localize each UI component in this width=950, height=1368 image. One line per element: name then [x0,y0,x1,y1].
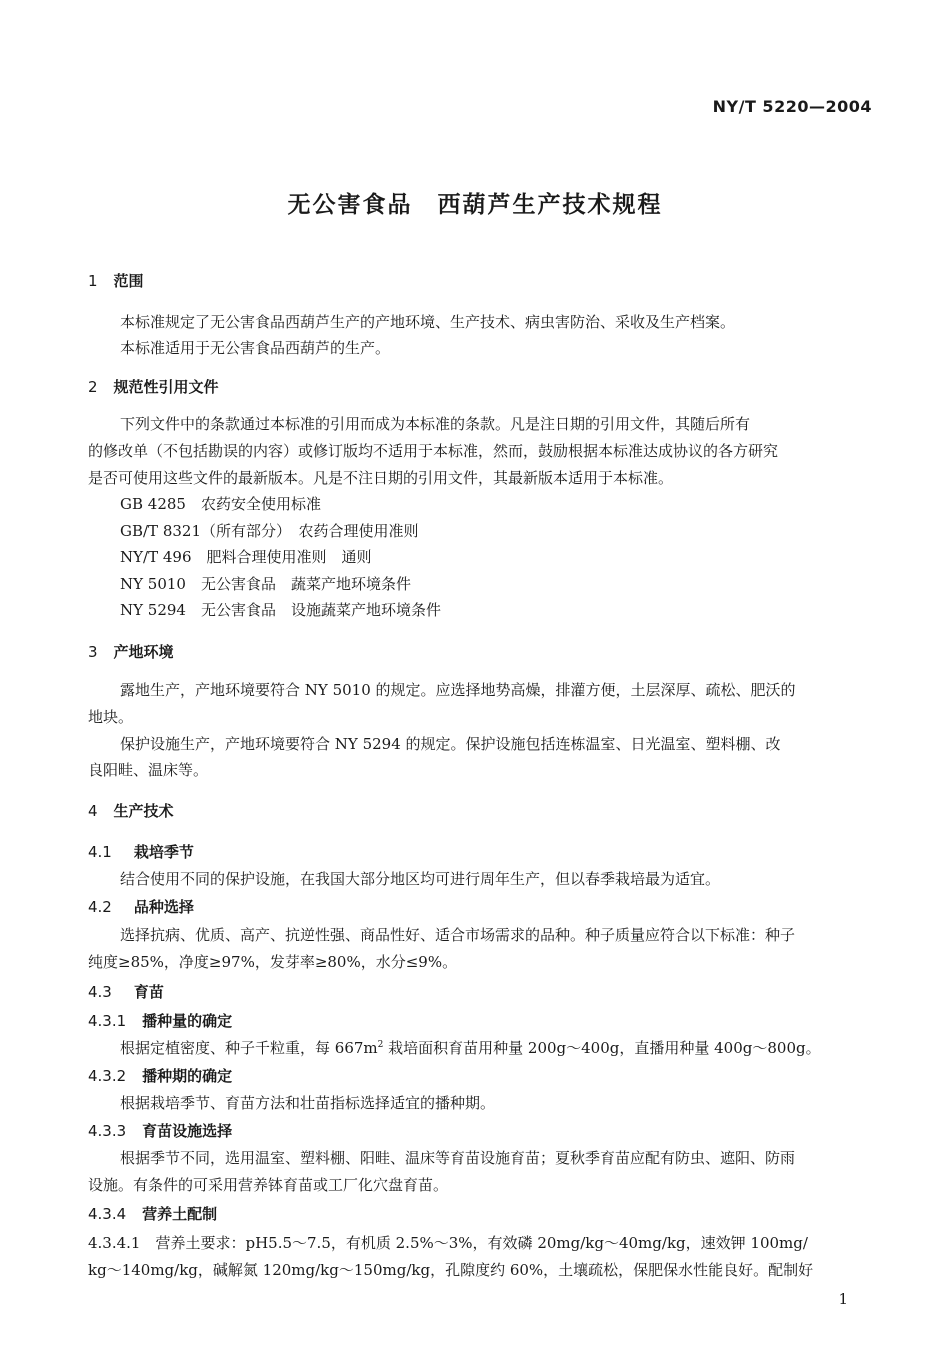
section-title: 营养土配制 [142,1205,218,1223]
section-heading-2 [88,376,219,397]
section-title: 栽培季节 [133,843,194,861]
section-title: 范围 [113,272,144,290]
paragraph: 结合使用不同的保护设施，在我国大部分地区均可进行周年生产，但以春季栽培最为适宜。 [120,870,721,888]
subsection-heading-4-3-1 [88,1010,232,1031]
section-heading-3 [88,641,174,662]
text-run: 栽培面积育苗用种量 200g～400g，直播用种量 400g～800g。 [383,1039,821,1057]
section-heading-4 [88,800,174,821]
reference-item: NY 5294 无公害食品 设施蔬菜产地环境条件 [120,601,441,619]
section-title: 产地环境 [113,643,174,661]
paragraph-line: 纯度≥85%，净度≥97%，发芽率≥80%，水分≤9%。 [88,953,458,971]
section-number: 4.1 [88,843,112,861]
paragraph-line: 是否可使用这些文件的最新版本。凡是不注日期的引用文件，其最新版本适用于本标准。 [88,469,674,487]
section-title: 品种选择 [133,898,194,916]
subsection-heading-4-3-2 [88,1065,232,1086]
section-number: 4.3.1 [88,1012,127,1030]
paragraph-line: 露地生产，产地环境要符合 NY 5010 的规定。应选择地势高燥，排灌方便，土层深厚、疏松、肥沃的 [120,681,796,699]
section-title: 播种量的确定 [142,1012,233,1030]
section-number: 4.3.3 [88,1122,127,1140]
section-number: 4.2 [88,898,112,916]
paragraph-line: 设施。有条件的可采用营养钵育苗或工厂化穴盘育苗。 [88,1176,449,1194]
section-number: 4 [88,802,98,820]
paragraph: 本标准适用于无公害食品西葫芦的生产。 [120,339,391,357]
section-title: 育苗 [133,983,164,1001]
paragraph-line: 下列文件中的条款通过本标准的引用而成为本标准的条款。凡是注日期的引用文件，其随后所有 [120,415,751,433]
subsection-heading-4-3-3 [88,1120,232,1141]
document-title: 无公害食品 西葫芦生产技术规程 [287,192,663,218]
reference-item: NY/T 496 肥料合理使用准则 通则 [120,548,372,566]
subsection-heading-4-3 [88,981,164,1002]
paragraph-line: 保护设施生产，产地环境要符合 NY 5294 的规定。保护设施包括连栋温室、日光温室、塑料棚、改 [120,735,781,753]
paragraph: 根据栽培季节、育苗方法和壮苗指标选择适宜的播种期。 [120,1094,496,1112]
paragraph-line: 良阳畦、温床等。 [88,761,209,779]
paragraph-line: 地块。 [88,708,134,726]
subsection-heading-4-1 [88,841,194,862]
paragraph-line: 4.3.4.1 营养土要求：pH5.5～7.5，有机质 2.5%～3%，有效磷 20mg/kg～40mg/kg，速效钾 100mg/ [88,1234,808,1252]
paragraph-line: kg～140mg/kg，碱解氮 120mg/kg～150mg/kg，孔隙度约 60%，土壤疏松，保肥保水性能良好。配制好 [88,1261,814,1279]
paragraph-line: 的修改单（不包括勘误的内容）或修订版均不适用于本标准，然而，鼓励根据本标准达成协议的各方研究 [88,442,779,460]
section-title: 规范性引用文件 [113,378,219,396]
reference-item: GB/T 8321（所有部分） 农药合理使用准则 [120,522,419,540]
subsection-heading-4-3-4 [88,1203,217,1224]
section-number: 2 [88,378,98,396]
subsection-heading-4-2 [88,896,194,917]
section-number: 1 [88,272,98,290]
reference-item: GB 4285 农药安全使用标准 [120,495,321,513]
section-number: 4.3 [88,983,112,1001]
reference-item: NY 5010 无公害食品 蔬菜产地环境条件 [120,575,411,593]
section-title: 育苗设施选择 [142,1122,233,1140]
paragraph: 本标准规定了无公害食品西葫芦生产的产地环境、生产技术、病虫害防治、采收及生产档案。 [120,313,736,331]
section-heading-1 [88,270,144,291]
section-number: 3 [88,643,98,661]
section-title: 播种期的确定 [142,1067,233,1085]
paragraph-line: 根据季节不同，选用温室、塑料棚、阳畦、温床等育苗设施育苗；夏秋季育苗应配有防虫、遮阳、防雨 [120,1149,796,1167]
page-number: 1 [838,1290,848,1308]
section-title: 生产技术 [113,802,174,820]
paragraph [120,1035,821,1061]
paragraph-line: 选择抗病、优质、高产、抗逆性强、商品性好、适合市场需求的品种。种子质量应符合以下标准：种子 [120,926,796,944]
section-number: 4.3.4 [88,1205,127,1223]
section-number: 4.3.2 [88,1067,127,1085]
superscript: 2 [377,1040,384,1050]
standard-number: NY/T 5220—2004 [712,97,872,116]
text-run: 根据定植密度、种子千粒重，每 667m [120,1039,378,1057]
